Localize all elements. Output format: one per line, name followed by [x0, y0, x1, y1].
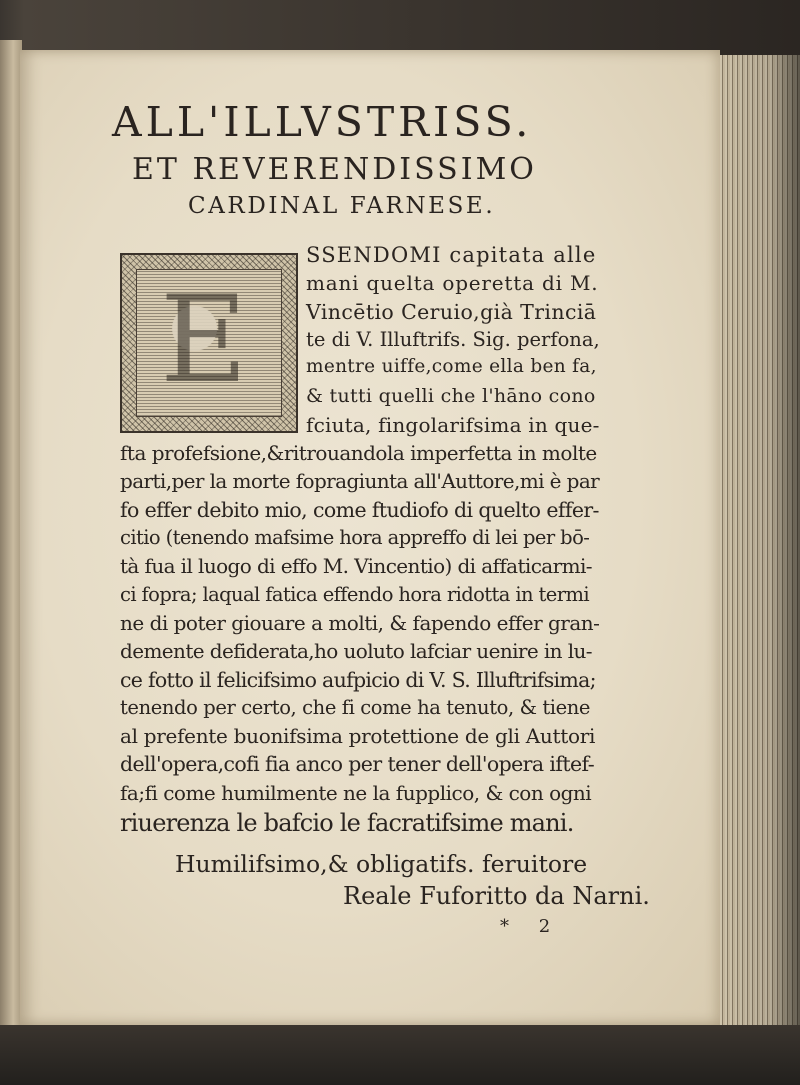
body-line: fta profefsione,&ritrouandola imperfetta in molte: [120, 441, 597, 466]
heading-line-1: ALL'ILLVSTRISS.: [112, 98, 533, 146]
body-line: riuerenza le bafcio le facratifsime mani.: [120, 809, 574, 837]
body-line: dell'opera,cofi fia anco per tener dell'opera iftef-: [120, 752, 595, 777]
heading-line-3: CARDINAL FARNESE.: [188, 193, 496, 219]
body-line: ci fopra; laqual fatica effendo hora ridotta in termi: [120, 582, 589, 606]
body-line: fo effer debito mio, come ftudiofo di quelto effer-: [120, 497, 599, 522]
body-line: mentre uiffe,come ella ben fa,: [306, 356, 597, 378]
body-line: fciuta, fingolarifsima in que-: [306, 412, 600, 437]
body-line: mani quelta operetta di M.: [306, 271, 599, 296]
signature-name: Reale Fuforitto da Narni.: [343, 882, 650, 910]
body-line: demente defiderata,ho uoluto lafciar uenire in lu-: [120, 639, 592, 664]
body-line: parti,per la morte fopragiunta all'Auttore,mi è par: [120, 469, 600, 494]
body-line: tenendo per certo, che fi come ha tenuto, & tiene: [120, 695, 591, 719]
left-page-edge: [0, 40, 22, 1030]
bottom-shadow: [0, 1025, 800, 1085]
body-line: ce fotto il felicifsimo aufpicio di V. S. Illuftrifsima;: [120, 667, 596, 692]
body-line: ne di poter giouare a molti, & fapendo effer gran-: [120, 610, 600, 635]
body-line: al prefente buonifsima protettione de gli Auttori: [120, 724, 596, 749]
body-line: Vincētio Ceruio,già Trinciā: [306, 299, 597, 324]
body-line: & tutti quelli che l'hāno cono: [306, 384, 596, 407]
initial-letter: E: [160, 271, 248, 410]
body-line: SSENDOMI capitata alle: [306, 243, 597, 267]
signature-mark: * 2: [500, 916, 563, 937]
body-line: te di V. Illuftrifs. Sig. perfona,: [306, 327, 600, 351]
body-line: citio (tenendo mafsime hora appreffo di lei per bō-: [120, 526, 590, 549]
signature-closing: Humilifsimo,& obligatifs. feruitore: [175, 850, 588, 878]
woodcut-initial-icon: [120, 253, 298, 433]
heading-line-2: ET REVERENDISSIMO: [132, 152, 537, 187]
body-line: fa;fi come humilmente ne la fupplico, & con ogni: [120, 780, 592, 805]
body-line: tà fua il luogo di effo M. Vincentio) di affaticarmi-: [120, 554, 592, 579]
